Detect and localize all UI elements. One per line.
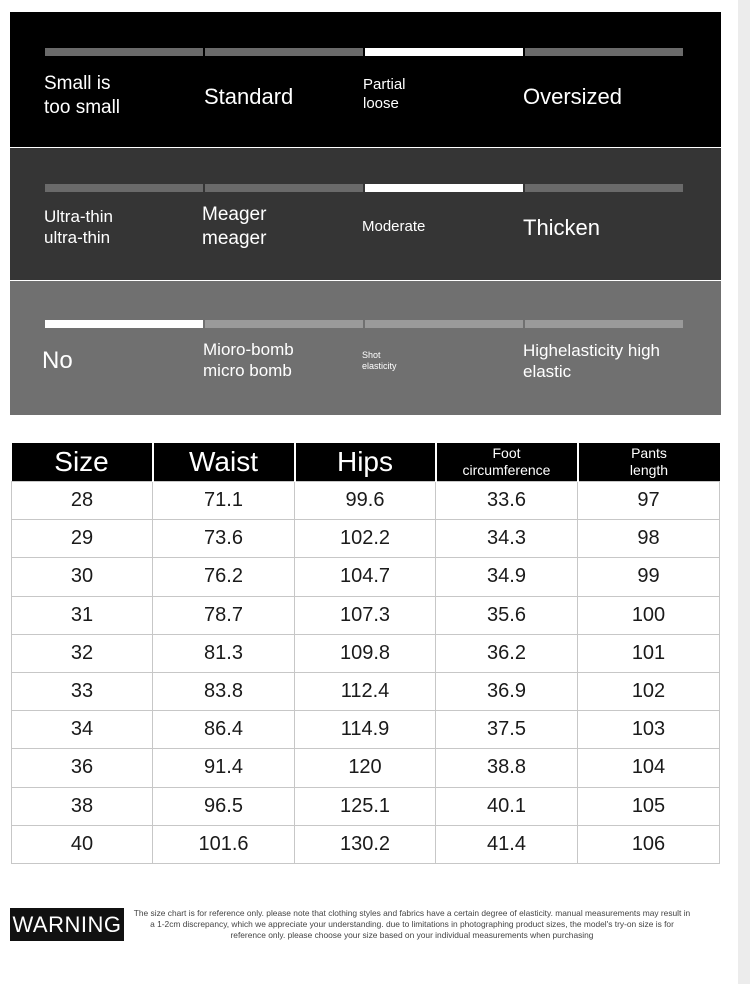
elasticity-scale-segment-4 <box>525 320 683 328</box>
size-chart-cell: 102 <box>578 672 720 710</box>
header-pants-length: Pants length <box>578 443 720 482</box>
fit-scale-segment-3-selected <box>365 48 523 56</box>
size-chart-cell: 38 <box>12 787 153 825</box>
header-size: Size <box>12 443 153 482</box>
size-chart-row <box>12 558 720 596</box>
elasticity-option-no: No <box>42 347 73 374</box>
size-chart-cell: 28 <box>12 482 153 520</box>
fit-scale-segment-4 <box>525 48 683 56</box>
header-foot-circumference: Foot circumference <box>436 443 578 482</box>
size-chart-row <box>12 520 720 558</box>
thickness-scale-segment-3-selected <box>365 184 523 192</box>
fit-option-partial-loose: Partial loose <box>363 76 406 112</box>
size-chart-cell: 37.5 <box>436 711 578 749</box>
warning-badge: WARNING <box>10 908 124 941</box>
thickness-option-ultra-thin: Ultra-thin ultra-thin <box>44 207 113 248</box>
size-chart-header-row <box>12 443 720 482</box>
size-chart-cell: 99.6 <box>295 482 436 520</box>
size-chart-cell: 104 <box>578 749 720 787</box>
size-chart-cell: 33.6 <box>436 482 578 520</box>
size-chart-cell: 120 <box>295 749 436 787</box>
size-chart-cell: 36 <box>12 749 153 787</box>
elasticity-scale-segment-1-selected <box>45 320 203 328</box>
size-chart-cell: 112.4 <box>295 672 436 710</box>
elasticity-option-shot: Shot elasticity <box>362 350 397 372</box>
fit-option-standard: Standard <box>204 84 294 109</box>
size-chart-cell: 73.6 <box>153 520 295 558</box>
size-chart-cell: 91.4 <box>153 749 295 787</box>
thickness-option-thicken: Thicken <box>523 215 601 240</box>
size-chart-cell: 101.6 <box>153 825 295 863</box>
header-waist: Waist <box>153 443 295 482</box>
fit-scale-segment-2 <box>205 48 363 56</box>
size-chart-cell: 99 <box>578 558 720 596</box>
size-chart-cell: 40.1 <box>436 787 578 825</box>
thickness-scale-segment-2 <box>205 184 363 192</box>
header-hips: Hips <box>295 443 436 482</box>
size-chart-cell: 114.9 <box>295 711 436 749</box>
size-chart-cell: 109.8 <box>295 634 436 672</box>
elasticity-scale-segment-2 <box>205 320 363 328</box>
size-chart-cell: 86.4 <box>153 711 295 749</box>
elasticity-option-high: Highelasticity high elastic <box>523 341 661 382</box>
size-chart-cell: 71.1 <box>153 482 295 520</box>
size-chart-cell: 35.6 <box>436 596 578 634</box>
size-chart-cell: 96.5 <box>153 787 295 825</box>
thickness-scale-panel <box>10 148 721 280</box>
size-chart-row <box>12 634 720 672</box>
fit-scale-segment-1 <box>45 48 203 56</box>
size-chart-cell: 105 <box>578 787 720 825</box>
size-chart-cell: 81.3 <box>153 634 295 672</box>
size-chart-cell: 98 <box>578 520 720 558</box>
size-chart-cell: 103 <box>578 711 720 749</box>
size-chart-cell: 100 <box>578 596 720 634</box>
size-chart-cell: 101 <box>578 634 720 672</box>
size-chart-cell: 30 <box>12 558 153 596</box>
size-chart-cell: 34.3 <box>436 520 578 558</box>
fit-scale-panel <box>10 12 721 147</box>
size-chart-cell: 36.2 <box>436 634 578 672</box>
size-chart-row <box>12 672 720 710</box>
size-chart-cell: 31 <box>12 596 153 634</box>
fit-option-small: Small is too small <box>44 73 121 118</box>
thickness-option-meager: Meager meager <box>202 204 267 249</box>
size-chart-row <box>12 787 720 825</box>
size-chart-row <box>12 825 720 863</box>
elasticity-scale-segment-3 <box>365 320 523 328</box>
size-chart-cell: 34.9 <box>436 558 578 596</box>
size-chart-cell: 107.3 <box>295 596 436 634</box>
fit-option-oversized: Oversized <box>523 84 623 109</box>
size-chart-cell: 36.9 <box>436 672 578 710</box>
size-chart-cell: 38.8 <box>436 749 578 787</box>
size-chart-cell: 97 <box>578 482 720 520</box>
size-chart-table <box>11 443 720 864</box>
elasticity-scale-panel <box>10 281 721 415</box>
size-chart-cell: 33 <box>12 672 153 710</box>
size-chart-cell: 102.2 <box>295 520 436 558</box>
size-chart-cell: 125.1 <box>295 787 436 825</box>
size-chart-row <box>12 711 720 749</box>
size-chart-cell: 104.7 <box>295 558 436 596</box>
size-chart-cell: 29 <box>12 520 153 558</box>
size-chart-cell: 34 <box>12 711 153 749</box>
size-chart-cell: 83.8 <box>153 672 295 710</box>
thickness-scale-segment-4 <box>525 184 683 192</box>
page-edge-strip <box>738 0 750 984</box>
elasticity-option-micro-bomb: Mioro-bomb micro bomb <box>203 340 294 381</box>
size-chart-cell: 130.2 <box>295 825 436 863</box>
size-chart-row <box>12 596 720 634</box>
size-chart-row <box>12 749 720 787</box>
size-chart-cell: 76.2 <box>153 558 295 596</box>
size-chart-row <box>12 482 720 520</box>
size-chart-cell: 106 <box>578 825 720 863</box>
size-chart-cell: 41.4 <box>436 825 578 863</box>
thickness-scale-segment-1 <box>45 184 203 192</box>
size-chart-cell: 32 <box>12 634 153 672</box>
thickness-option-moderate: Moderate <box>362 218 426 235</box>
size-chart-cell: 78.7 <box>153 596 295 634</box>
warning-disclaimer-text: The size chart is for reference only. please note that clothing styles and fabrics have a certain degree of elasticity. manual measurements may result in a 1-2cm discrepancy, which we appreciate your understanding. due to limitations in photographing product sizes, the model's try-on size is for reference only. please choose your size based on your individual measurements when purchasing <box>133 908 691 940</box>
size-chart-cell: 40 <box>12 825 153 863</box>
